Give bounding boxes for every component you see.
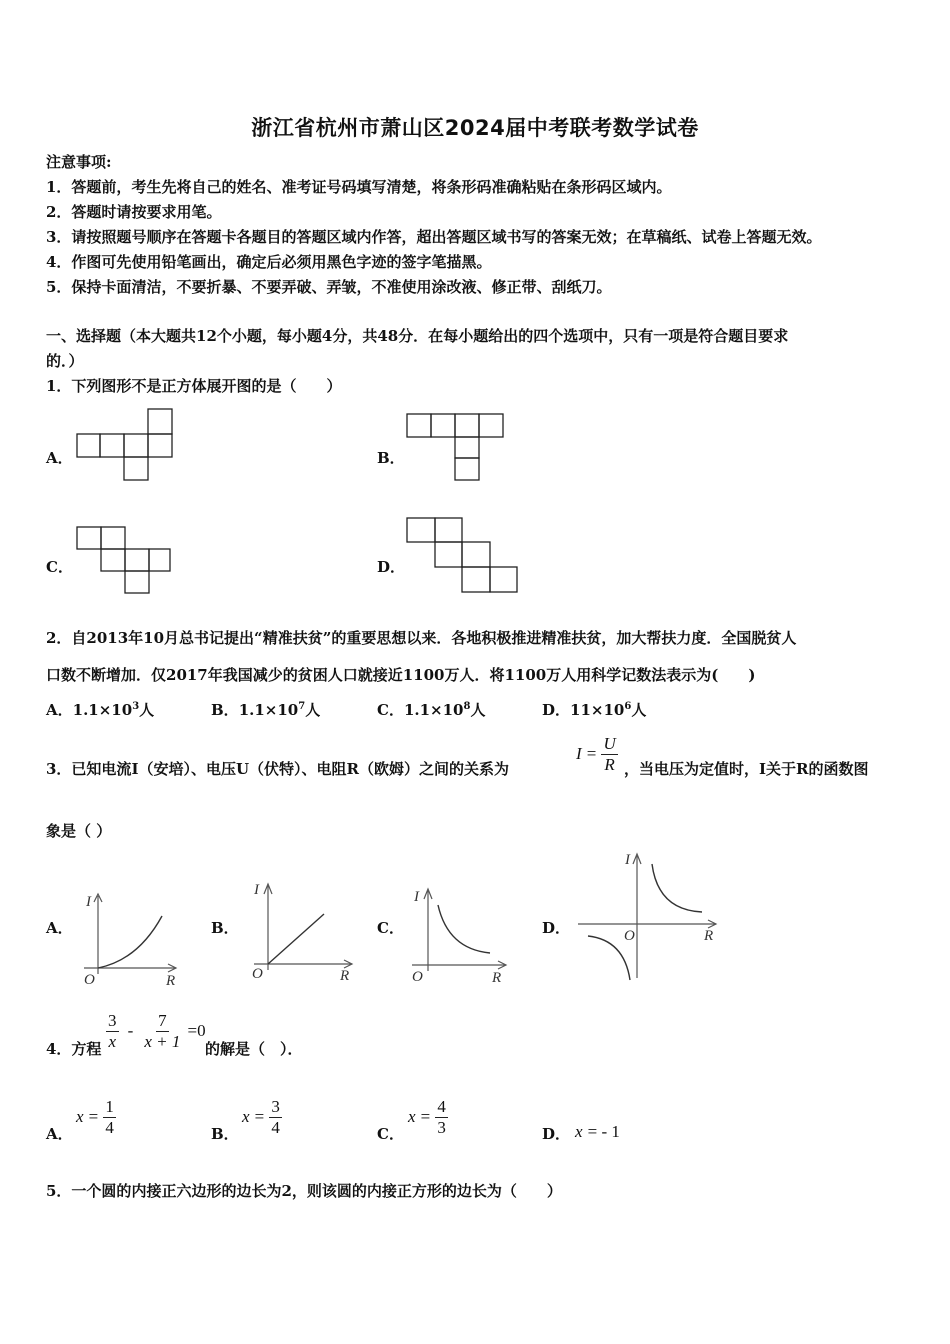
page-title: 浙江省杭州市萧山区2024届中考联考数学试卷 bbox=[251, 116, 699, 140]
q2-option-c-unit: 人 bbox=[470, 701, 486, 719]
q4-frac1-denominator: x bbox=[108, 1032, 117, 1051]
axis-label-i: I bbox=[625, 852, 630, 868]
axis-label-i: I bbox=[86, 894, 91, 910]
q4-label: 4．方程 bbox=[46, 1040, 102, 1058]
q2-option-a bbox=[46, 699, 154, 720]
note-item: 3．请按照题号顺序在答题卡各题目的答题区域内作答，超出答题区域书写的答案无效；在草稿纸、试卷上答题无效。 bbox=[46, 228, 822, 246]
q2-option-c-exponent: 8 bbox=[463, 701, 471, 712]
q3-option-b-graph bbox=[248, 878, 358, 984]
q3-formula-denominator: R bbox=[604, 755, 615, 774]
q3-formula-numerator: U bbox=[603, 734, 616, 753]
q1-option-b-net bbox=[406, 413, 506, 483]
q3-formula-lhs: I bbox=[576, 744, 582, 763]
q2-option-a-label: A． bbox=[46, 701, 73, 719]
q2-option-d bbox=[542, 699, 646, 720]
q4-stem-post: 的解是（ ）． bbox=[205, 1040, 303, 1058]
q1-option-d-label: D． bbox=[377, 558, 406, 576]
axis-label-i: I bbox=[254, 882, 259, 898]
q4-option-c-label: C． bbox=[377, 1125, 404, 1143]
q3-option-c-label: C． bbox=[377, 919, 404, 937]
axis-label-r: R bbox=[166, 973, 176, 988]
q1-option-a-label: A． bbox=[46, 449, 73, 467]
q4-option-b-label: B． bbox=[211, 1125, 239, 1143]
q4-frac2-numerator: 7 bbox=[158, 1011, 167, 1030]
q2-option-a-mantissa: 1.1×10 bbox=[72, 701, 133, 719]
q1-option-c-label: C． bbox=[46, 558, 73, 576]
q2-option-b bbox=[211, 699, 320, 720]
q2-option-a-unit: 人 bbox=[139, 701, 155, 719]
q3-stem-pre: 3．已知电流I（安培）、电压U（伏特）、电阻R（欧姆）之间的关系为 bbox=[46, 760, 510, 778]
origin-label: O bbox=[252, 966, 263, 982]
q2-stem-line2: 口数不断增加．仅2017年我国减少的贫困人口就接近1100万人．将1100万人用科学记数法表示为( ) bbox=[46, 666, 756, 684]
origin-label: O bbox=[412, 969, 423, 985]
origin-label: O bbox=[84, 972, 95, 988]
note-item: 1．答题前，考生先将自己的姓名、准考证号码填写清楚，将条形码准确粘贴在条形码区域内。 bbox=[46, 178, 672, 196]
note-item: 4．作图可先使用铅笔画出，确定后必须用黑色字迹的签字笔描黑。 bbox=[46, 253, 492, 271]
q4-option-d-label: D． bbox=[542, 1125, 571, 1143]
q1-option-d-net bbox=[406, 517, 521, 595]
q4-equation bbox=[106, 1011, 206, 1052]
q2-option-d-exponent: 6 bbox=[624, 701, 632, 712]
q4-frac2-denominator: x + 1 bbox=[144, 1032, 181, 1051]
q2-option-b-unit: 人 bbox=[305, 701, 321, 719]
section-heading-line1: 一、选择题（本大题共12个小题，每小题4分，共48分．在每小题给出的四个选项中，只有一项是符合题目要求 bbox=[46, 327, 789, 345]
q3-formula-eq: = bbox=[586, 744, 597, 763]
axis-label-r: R bbox=[340, 968, 350, 984]
q4-frac1-numerator: 3 bbox=[108, 1011, 117, 1030]
q1-option-c-net bbox=[76, 526, 176, 596]
axis-label-r: R bbox=[704, 928, 714, 944]
q2-option-c-mantissa: 1.1×10 bbox=[403, 701, 464, 719]
q2-option-c-label: C． bbox=[377, 701, 404, 719]
notes-heading: 注意事项: bbox=[46, 153, 112, 171]
q3-option-b-label: B． bbox=[211, 919, 239, 937]
section-heading-line2: 的．） bbox=[46, 352, 84, 370]
q4-option-a-value: x = $\frac{1}{4}$ bbox=[76, 1097, 114, 1137]
q3-stem-post: ，当电压为定值时，I关于R的函数图 bbox=[624, 760, 869, 778]
q2-stem-line1: 2．自2013年10月总书记提出“精准扶贫”的重要思想以来．各地积极推进精准扶贫，加大帮扶力度．全国脱贫人 bbox=[46, 629, 797, 647]
q2-option-d-unit: 人 bbox=[631, 701, 647, 719]
q1-option-a-net bbox=[76, 408, 176, 482]
q3-option-c-graph bbox=[408, 883, 512, 985]
q1-stem: 1．下列图形不是正方体展开图的是（ ） bbox=[46, 377, 342, 395]
q4-minus: - bbox=[127, 1021, 134, 1040]
note-item: 2．答题时请按要求用笔。 bbox=[46, 203, 222, 221]
q3-stem-line2: 象是（ ） bbox=[46, 822, 112, 840]
q4-option-c-value: x = $\frac{4}{3}$ bbox=[408, 1097, 446, 1137]
note-item: 5．保持卡面清洁，不要折暴、不要弄破、弄皱，不准使用涂改液、修正带、刮纸刀。 bbox=[46, 278, 612, 296]
axis-label-i: I bbox=[414, 889, 419, 905]
q3-option-a-graph bbox=[78, 888, 182, 988]
q2-option-c bbox=[377, 699, 485, 720]
q3-option-d-graph bbox=[574, 848, 724, 984]
q3-option-d-label: D． bbox=[542, 919, 571, 937]
q2-option-b-label: B． bbox=[211, 701, 239, 719]
axis-label-r: R bbox=[492, 970, 502, 985]
q2-option-b-exponent: 7 bbox=[298, 701, 306, 712]
q2-option-b-mantissa: 1.1×10 bbox=[238, 701, 299, 719]
q4-rhs: =0 bbox=[187, 1021, 206, 1040]
q4-option-d-value: x = - 1 bbox=[575, 1122, 620, 1141]
q2-option-d-mantissa: 11×10 bbox=[570, 701, 625, 719]
q2-option-a-exponent: 3 bbox=[132, 701, 140, 712]
q1-option-b-label: B． bbox=[377, 449, 405, 467]
q5-stem: 5．一个圆的内接正六边形的边长为2，则该圆的内接正方形的边长为（ ） bbox=[46, 1182, 562, 1200]
q2-option-d-label: D． bbox=[542, 701, 571, 719]
q3-formula bbox=[576, 734, 618, 775]
origin-label: O bbox=[624, 928, 635, 944]
q4-option-b-value: x = $\frac{3}{4}$ bbox=[242, 1097, 280, 1137]
q4-option-a-label: A． bbox=[46, 1125, 73, 1143]
q3-option-a-label: A． bbox=[46, 919, 73, 937]
